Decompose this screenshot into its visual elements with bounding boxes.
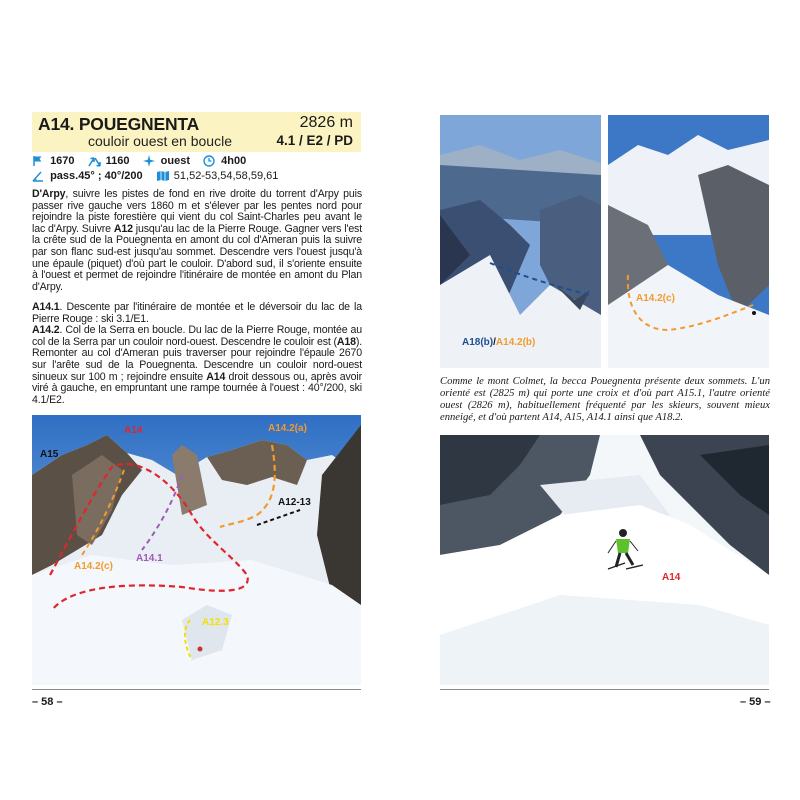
elevation-gain-icon (88, 155, 100, 167)
flag-icon (32, 155, 44, 167)
page-number: – 59 – (740, 696, 771, 708)
footer-rule (32, 689, 361, 690)
route-subtitle: couloir ouest en boucle (88, 133, 232, 149)
slope-info: pass.45° ; 40°/200 (50, 170, 143, 183)
duration: 4h00 (221, 155, 247, 168)
clock-icon (203, 155, 215, 167)
route-grade: 4.1 / E2 / PD (276, 133, 353, 148)
start-altitude: 1670 (50, 155, 75, 168)
map-pages: 51,52-53,54,58,59,61 (173, 170, 279, 183)
route-title-box (32, 112, 361, 152)
photo-tl-label: A18(b)/A14.2(b) (462, 337, 536, 348)
orientation: ouest (160, 155, 191, 168)
route-description: D'Arpy, suivre les pistes de fond en rive droite du torrent d'Arpy puis passer rive gauche vers 1860 m et s'élever par les pentes nord pour rejoindre la piste forestière qui vient du col Saint-Charles peu avant le lac d'Arpy. Suivre A12 jusqu'au lac de la Pierre Rouge. Gagner vers l'est la crête sud de la Pouegnenta en amont du col d'Ameran puis la suivre par son flanc sud-est jusqu'au sommet. Descendre vers l'ouest jusqu'à une épaule (piquet) d'où part le couloir. D'abord sud, il s'oriente ensuite à l'ouest et permet de rejoindre l'itinéraire de montée en amont du Plan d'Arpy. (32, 188, 362, 293)
photo-label-a14-2a: A14.2(a) (268, 423, 307, 434)
route-photo (32, 415, 361, 685)
start-place: D'Arpy (32, 188, 66, 200)
photo-tr-label: A14.2(c) (636, 293, 675, 304)
photo-caption: Comme le mont Colmet, la becca Pouegnenta présente deux sommets. L'un orienté est (2825 m) qui porte une croix et d'où part A15.1, l'autre orienté ouest (2826 m), habituellement fréquenté par les skieurs, souvent mieux enneigé, et d'où partent A14, A15, A14.1 ainsi que A18.2. (440, 376, 770, 423)
stats-row-1 (32, 155, 362, 167)
slope-icon (32, 170, 44, 182)
photo-label-a15: A15 (40, 449, 59, 460)
photo-bottom-label: A14 (662, 572, 681, 583)
compass-star-icon (143, 155, 155, 167)
right-page (400, 0, 800, 800)
photo-top-left (440, 115, 601, 368)
map-icon (156, 170, 168, 182)
photo-label-a12-3: A12.3 (202, 617, 229, 628)
stats-row-2 (32, 170, 362, 182)
photo-label-a14: A14 (124, 425, 143, 436)
elevation-gain: 1160 (105, 155, 130, 168)
footer-rule (440, 689, 769, 690)
photo-label-a12-13: A12-13 (278, 497, 311, 508)
route-variants: A14.1. Descente par l'itinéraire de montée et le déversoir du lac de la Pierre Rouge : ski 3.1/E1. A14.2. Col de la Serra en boucle. Du lac de la Pierre Rouge, montée au col de la Serra par un couloir nord-ouest. Descendre le couloir est (A18). Remonter au col d'Ameran puis traverser pour rejoindre l'épaule 2670 sur l'arête sud de la Pouegnenta. Descendre un couloir nord-ouest sinueux sur 100 m ; rejoindre ensuite A14 droit dessous ou, après avoir viré à gauche, en empruntant une rampe tournée à l'ouest : 40°/200, ski 4.1/E2. (32, 301, 362, 406)
page-number: – 58 – (32, 696, 63, 708)
photo-label-a14-1: A14.1 (136, 553, 163, 564)
photo-label-a14-2c: A14.2(c) (74, 561, 113, 572)
route-title: A14. POUEGNENTA (38, 114, 200, 134)
photo-top-right (608, 115, 769, 368)
route-altitude: 2826 m (299, 114, 353, 131)
photo-bottom (440, 435, 769, 685)
